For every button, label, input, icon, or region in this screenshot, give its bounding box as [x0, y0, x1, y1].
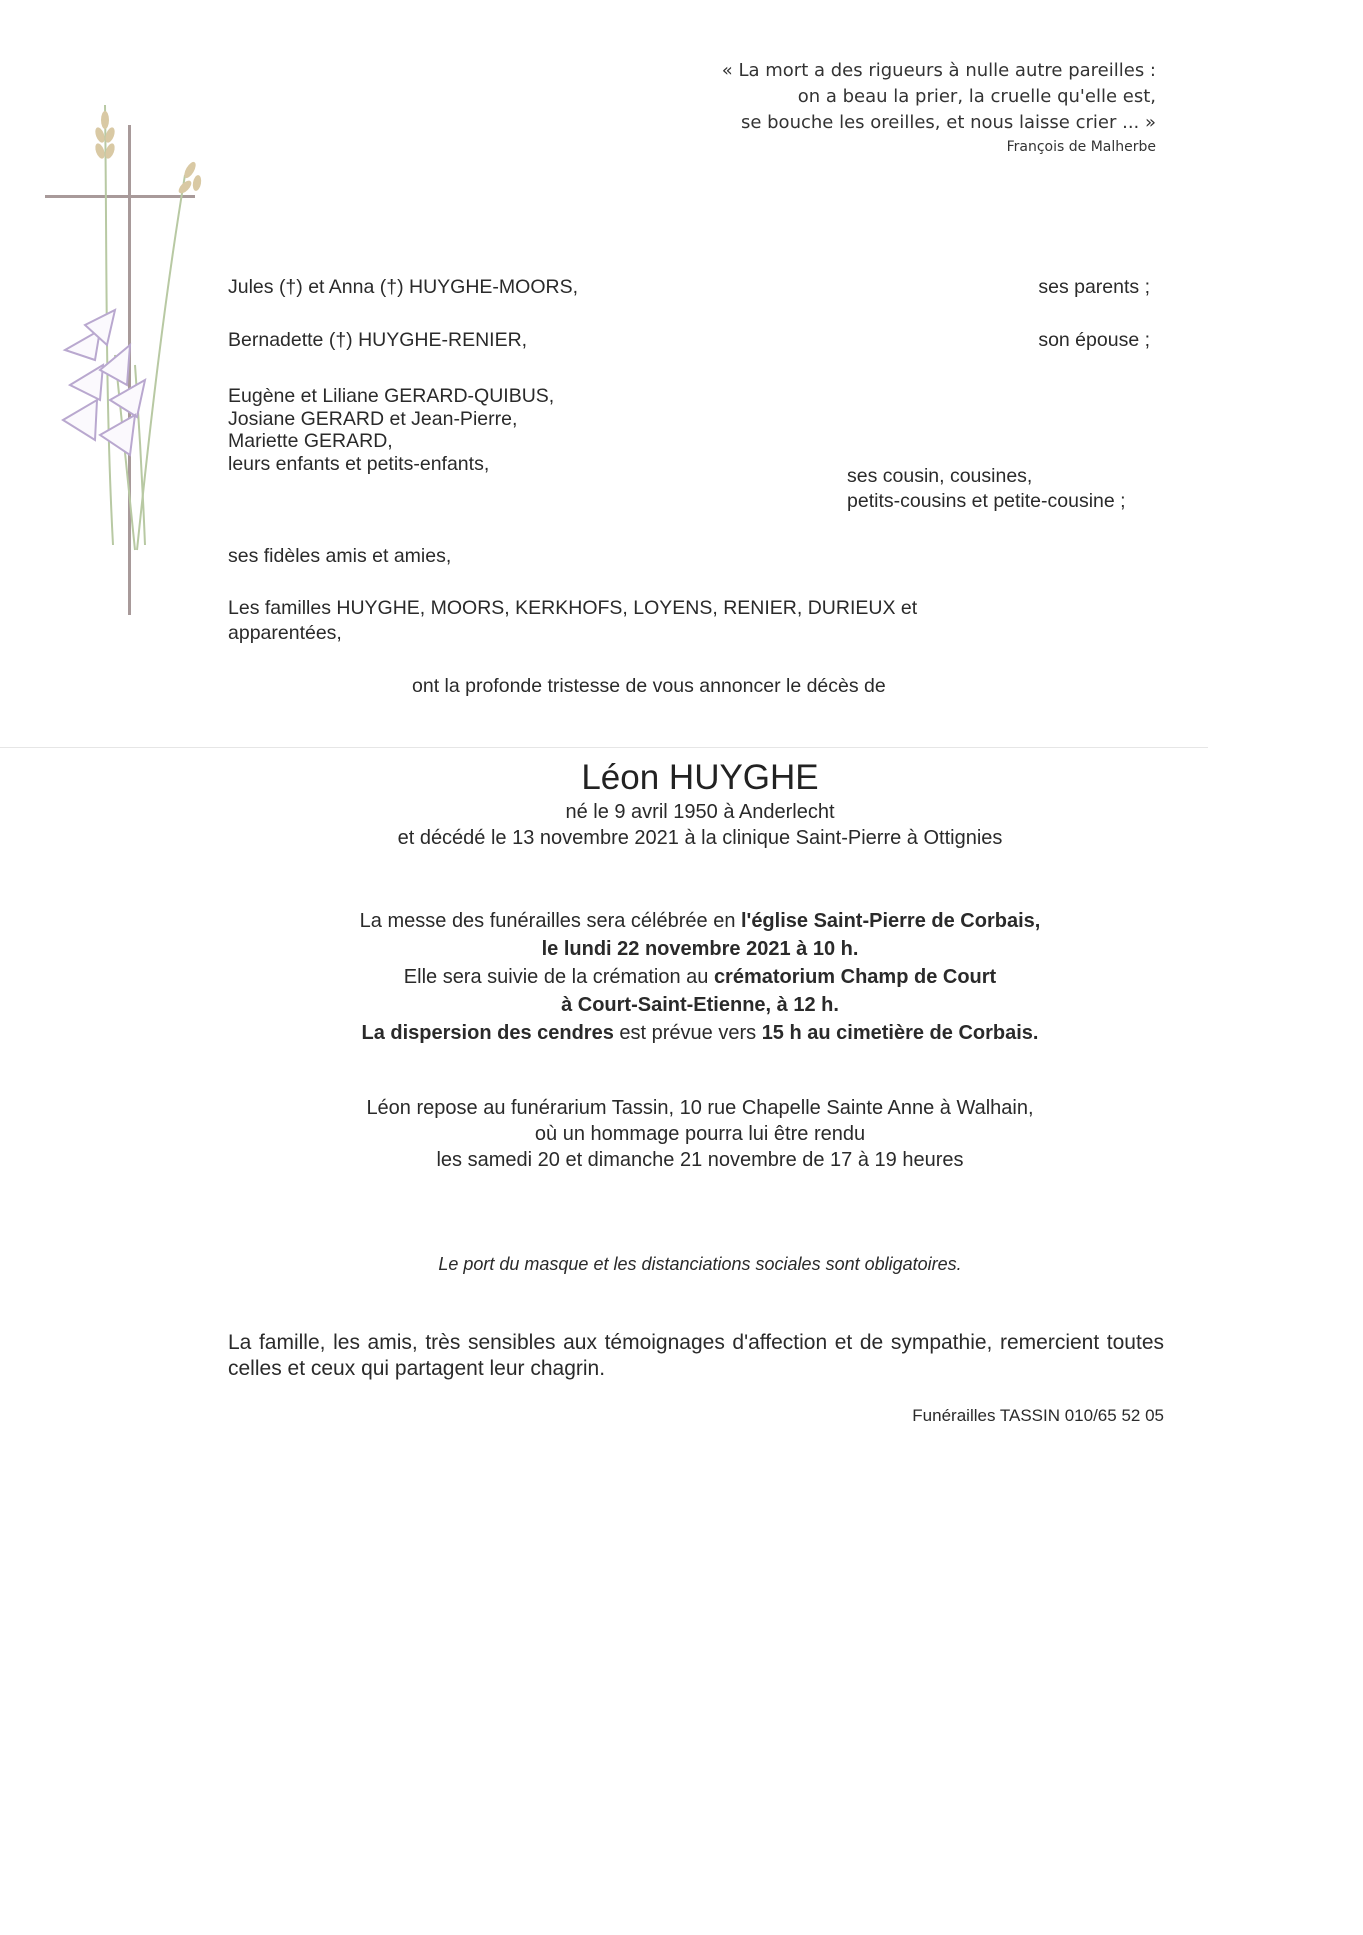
announcement: ont la profonde tristesse de vous annoncer le décès de	[412, 675, 886, 697]
spouse-role: son épouse ;	[1038, 329, 1150, 351]
cousins-line: Eugène et Liliane GERARD-QUIBUS,	[228, 385, 555, 407]
birth-line: né le 9 avril 1950 à Anderlecht	[565, 801, 835, 823]
ceremony-block	[220, 907, 1180, 1047]
visitation-block	[220, 1095, 1180, 1173]
ceremony-text: La messe des funérailles sera célébrée en	[359, 910, 741, 932]
crematorium-name: crématorium Champ de Court	[713, 966, 997, 988]
divider	[0, 747, 1208, 748]
cross-horizontal	[45, 195, 195, 198]
families-line: Les familles HUYGHE, MOORS, KERKHOFS, LOYENS, RENIER, DURIEUX et	[228, 597, 918, 619]
death-line: et décédé le 13 novembre 2021 à la clinique Saint-Pierre à Ottignies	[397, 827, 1003, 849]
ceremony-line-2	[220, 935, 1180, 963]
ceremony-text: Elle sera suivie de la crémation au	[403, 966, 714, 988]
friends-line: ses fidèles amis et amies,	[228, 545, 452, 567]
thanks-paragraph: La famille, les amis, très sensibles aux témoignages d'affection et de sympathie, remercient toutes celles et ceux qui partagent leur chagrin.	[228, 1331, 1164, 1380]
parents-names: Jules (†) et Anna (†) HUYGHE-MOORS,	[228, 276, 579, 298]
cousins-role-line: ses cousin, cousines,	[847, 465, 1033, 487]
ceremony-text: est prévue vers	[613, 1022, 762, 1044]
quote-author: François de Malherbe	[1006, 139, 1156, 155]
parents-role: ses parents ;	[1038, 276, 1150, 298]
families-block	[228, 596, 917, 646]
cousins-line: leurs enfants et petits-enfants,	[228, 452, 490, 475]
visitation-line: Léon repose au funérarium Tassin, 10 rue Chapelle Sainte Anne à Walhain,	[366, 1097, 1034, 1119]
visitation-line: où un hommage pourra lui être rendu	[534, 1123, 866, 1145]
crematorium-place: à Court-Saint-Etienne, à 12 h.	[561, 994, 839, 1016]
lily-flowers-icon	[63, 310, 145, 455]
ceremony-line-4	[220, 991, 1180, 1019]
cousins-line: Mariette GERARD,	[228, 430, 393, 452]
funeral-home: Funérailles TASSIN 010/65 52 05	[912, 1406, 1164, 1425]
cousins-names	[228, 385, 554, 475]
dispersion-label: La dispersion des cendres	[361, 1022, 614, 1044]
ceremony-line-1	[220, 907, 1180, 935]
church-name: l'église Saint-Pierre de Corbais,	[741, 910, 1041, 932]
quote-line: se bouche les oreilles, et nous laisse crier ... »	[740, 112, 1156, 133]
cousins-line: Josiane GERARD et Jean-Pierre,	[228, 407, 518, 430]
wheat-icon	[94, 111, 203, 195]
cousins-role-line: petits-cousins et petite-cousine ;	[847, 490, 1126, 512]
mask-notice: Le port du masque et les distanciations sociales sont obligatoires.	[438, 1254, 962, 1274]
quote-line: « La mort a des rigueurs à nulle autre pareilles :	[721, 60, 1156, 81]
visitation-line: les samedi 20 et dimanche 21 novembre de 17 à 19 heures	[436, 1149, 964, 1171]
spouse-name: Bernadette (†) HUYGHE-RENIER,	[228, 329, 528, 351]
families-line: apparentées,	[228, 622, 342, 644]
ceremony-date: le lundi 22 novembre 2021 à 10 h.	[541, 938, 859, 960]
epigraph-quote	[722, 58, 1156, 158]
cross-flowers-icon	[45, 95, 235, 620]
ceremony-line-5	[220, 1019, 1180, 1047]
ceremony-line-3	[220, 963, 1180, 991]
cousins-role	[847, 464, 1126, 514]
deceased-name: Léon HUYGHE	[581, 758, 819, 797]
dispersion-time: 15 h au cimetière de Corbais.	[761, 1022, 1039, 1044]
quote-line: on a beau la prier, la cruelle qu'elle est,	[797, 86, 1156, 107]
